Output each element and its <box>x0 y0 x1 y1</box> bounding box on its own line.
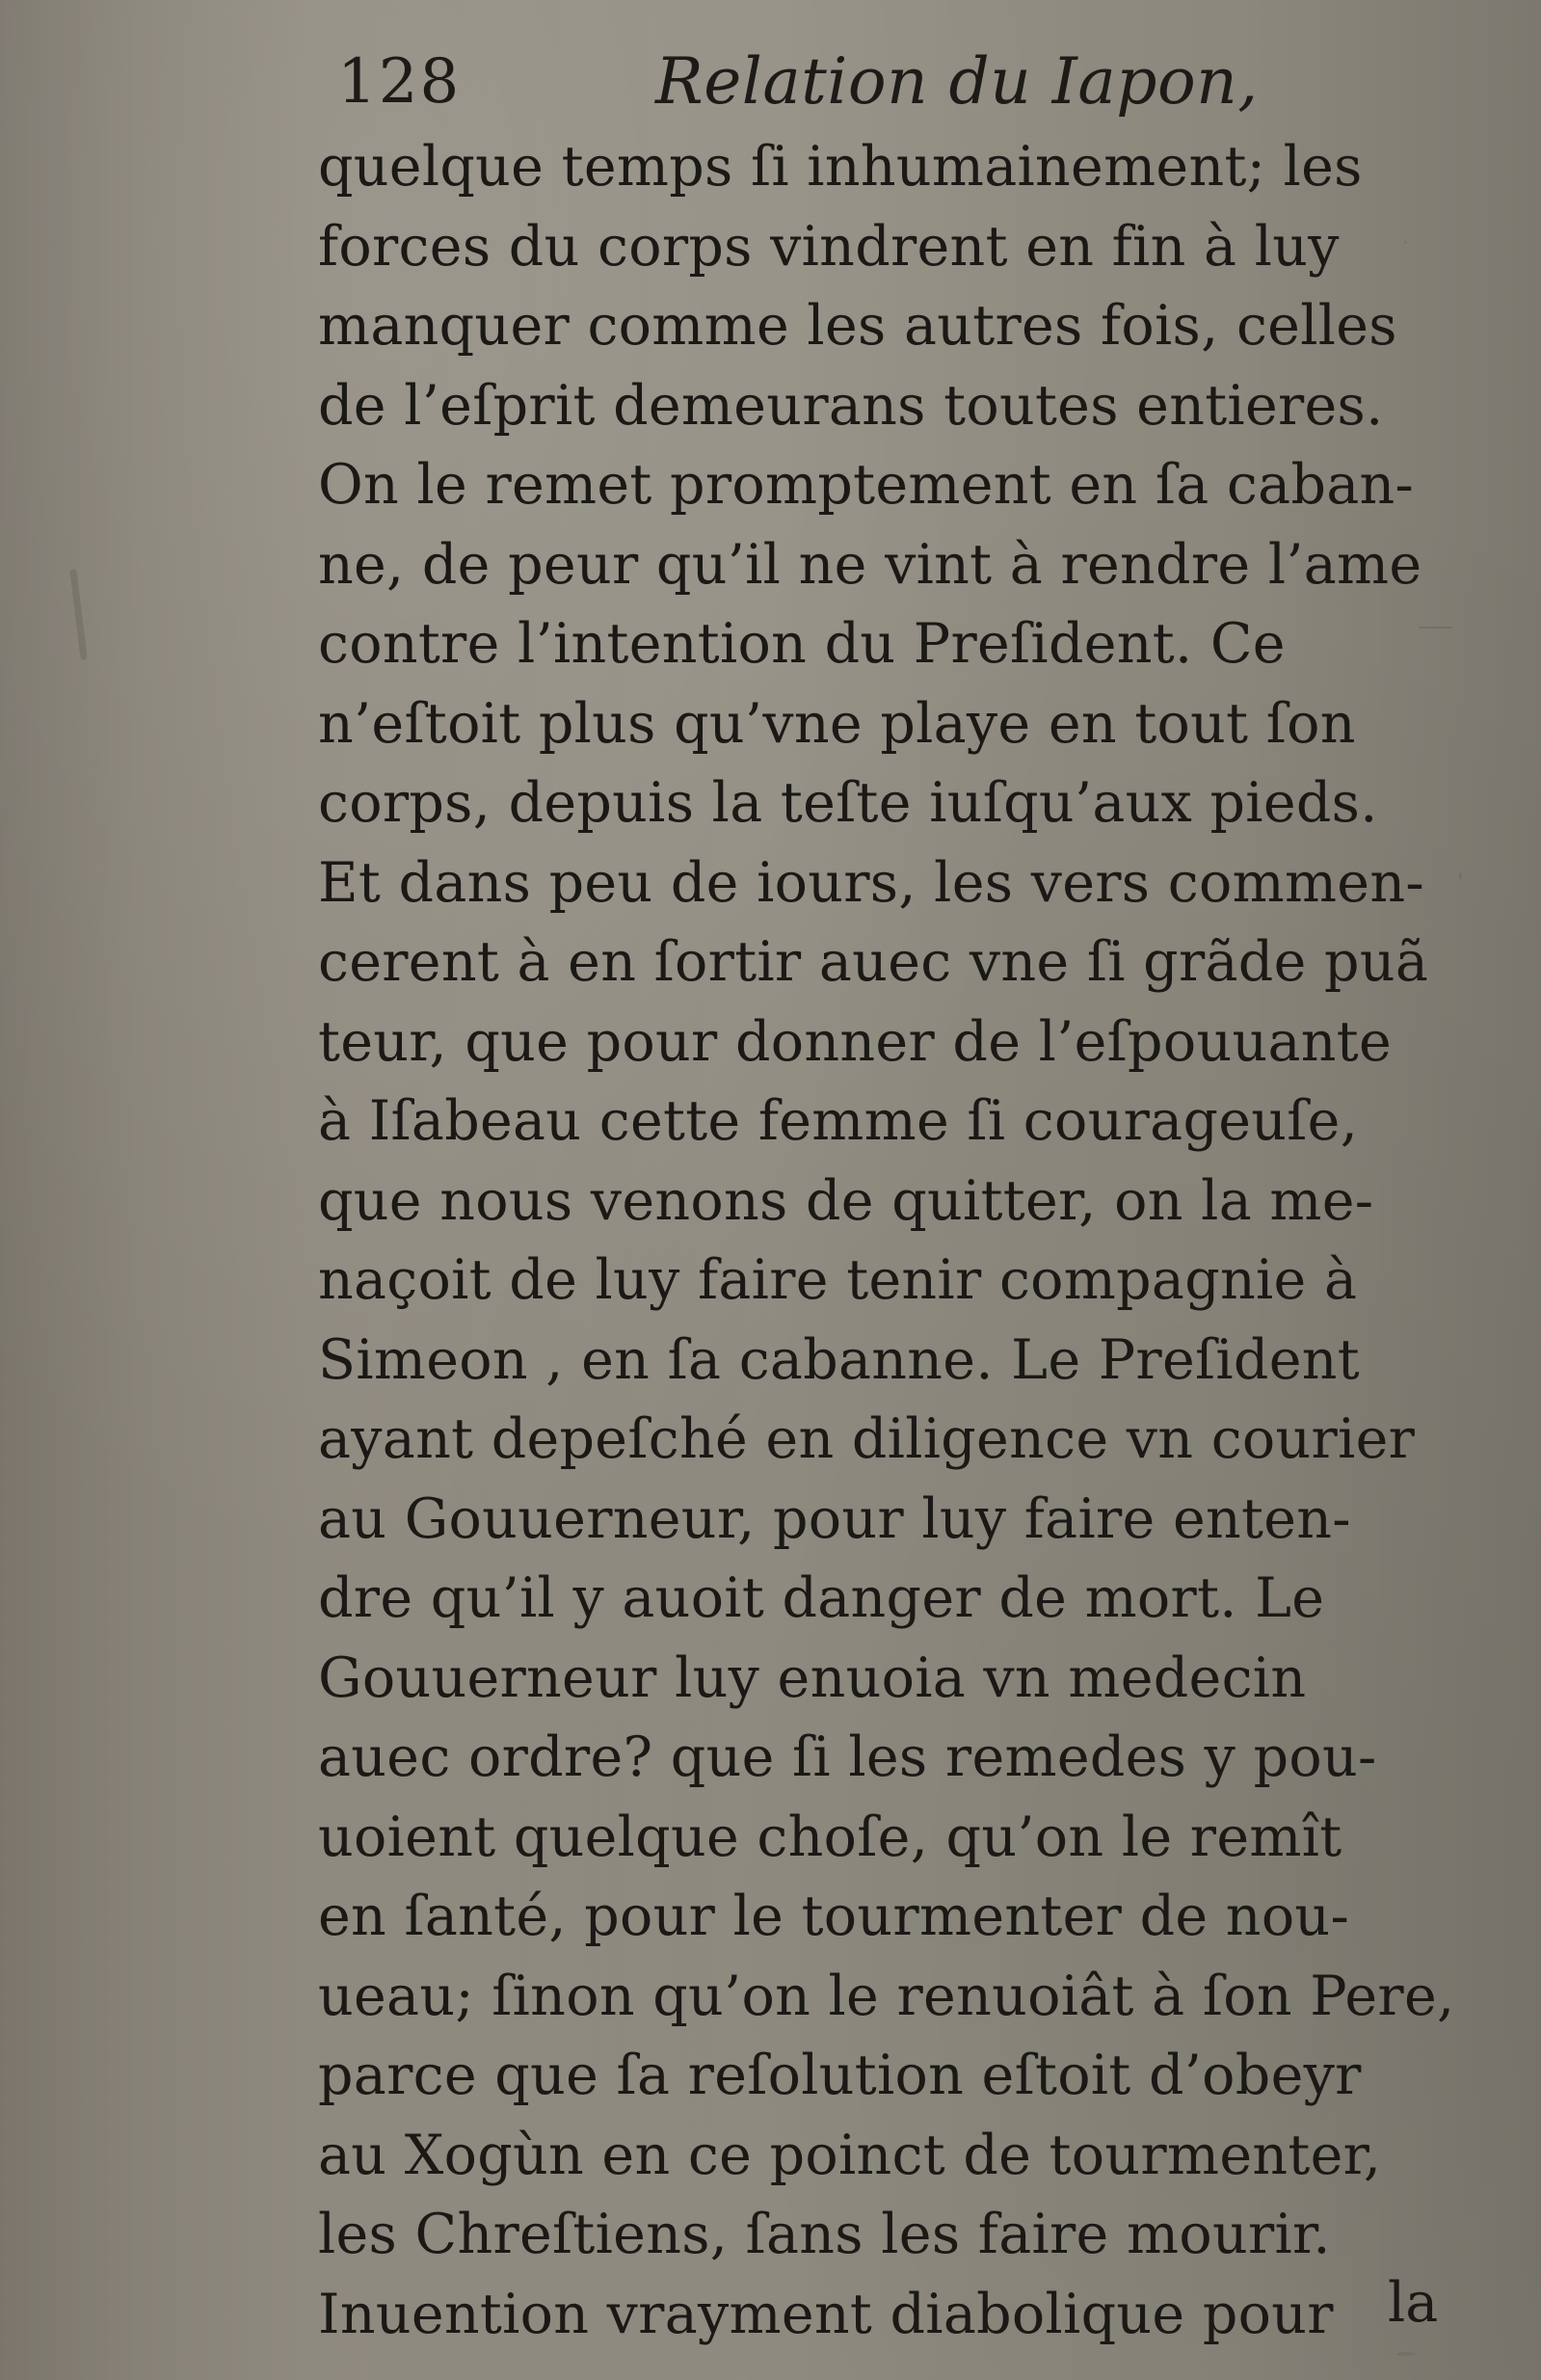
text-line-12: teur, que pour donner de l’eſpouuante <box>318 1009 1392 1074</box>
text-line-17: ayant depeſché en diligence vn courier <box>318 1407 1416 1471</box>
text-line-2: forces du corps vindrent en fin à luy <box>318 214 1340 279</box>
text-line-15: naçoit de luy faire tenir compagnie à <box>318 1248 1358 1312</box>
paper-stain <box>69 569 88 660</box>
text-line-11: cerent à en ſortir auec vne ſi grãde puã <box>318 930 1429 994</box>
text-line-6: ne, de peur qu’il ne vint à rendre l’ame <box>318 532 1422 597</box>
text-line-20: Gouuerneur luy enuoia vn medecin <box>318 1645 1307 1710</box>
text-line-16: Simeon , en ſa cabanne. Le Preſident <box>318 1327 1360 1392</box>
main-text <box>318 127 1475 2354</box>
text-line-8: n’eſtoit plus qu’vne playe en tout ſon <box>318 691 1356 756</box>
text-line-22: uoient quelque choſe, qu’on le remît <box>318 1805 1342 1869</box>
text-line-7: contre l’intention du Preſident. Ce <box>318 612 1286 676</box>
text-line-26: au Xogùn en ce poinct de tourmenter, <box>318 2123 1382 2187</box>
catchword: la <box>1388 2271 1439 2335</box>
page-header <box>318 43 1465 120</box>
text-line-1: quelque temps ſi inhumainement; les <box>318 135 1363 199</box>
text-line-23: en ſanté, pour le tourmenter de nou- <box>318 1885 1350 1948</box>
text-line-24: ueau; ſinon qu’on le renuoiât à ſon Pere, <box>318 1964 1455 2028</box>
text-line-5: On le remet promptement en ſa caban- <box>318 453 1415 517</box>
text-line-9: corps, depuis la teſte iuſqu’aux pieds. <box>318 771 1378 835</box>
text-line-19: dre qu’il y auoit danger de mort. Le <box>318 1566 1325 1630</box>
text-line-13: à Iſabeau cette femme ſi courageuſe, <box>318 1089 1359 1153</box>
text-line-10: Et dans peu de iours, les vers commen- <box>318 850 1424 915</box>
running-title: Relation du Iapon, <box>655 44 1259 119</box>
text-line-14: que nous venons de quitter, on la me- <box>318 1168 1374 1233</box>
text-line-25: parce que ſa reſolution eſtoit d’obeyr <box>318 2044 1362 2107</box>
text-line-27: les Chreſtiens, ſans les faire mourir. <box>318 2203 1331 2266</box>
text-line-28: Inuention vrayment diabolique pour <box>318 2282 1334 2346</box>
text-line-18: au Gouuerneur, pour luy faire enten- <box>318 1486 1351 1551</box>
text-line-21: auec ordre? que ſi les remedes y pou- <box>318 1725 1377 1789</box>
text-line-3: manquer comme les autres fois, celles <box>318 294 1397 358</box>
text-line-4: de l’eſprit demeurans toutes entieres. <box>318 373 1384 438</box>
page-number: 128 <box>337 46 462 118</box>
